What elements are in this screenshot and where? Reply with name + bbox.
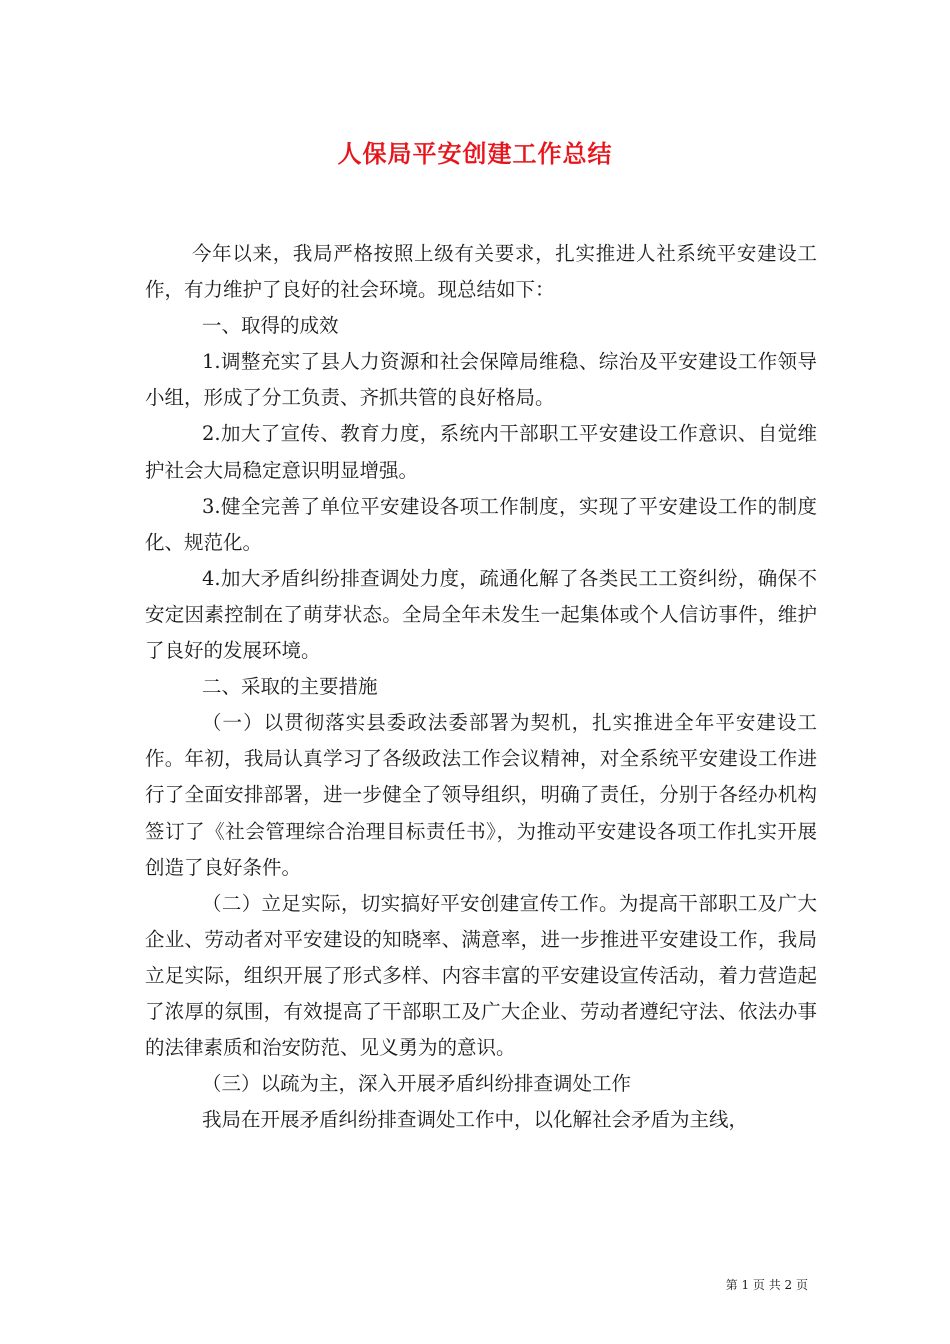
document-body — [145, 236, 817, 1138]
paragraph: 4.加大矛盾纠纷排查调处力度，疏通化解了各类民工工资纠纷，确保不安定因素控制在了萌芽状态。全局全年未发生一起集体或个人信访事件，维护了良好的发展环境。 — [145, 566, 817, 663]
page-number: 第 1 页 共 2 页 — [725, 1278, 808, 1292]
document-title: 人保局平安创建工作总结 — [337, 139, 613, 168]
section-heading: 一、取得的成效 — [202, 314, 339, 338]
paragraph: （三）以疏为主，深入开展矛盾纠纷排查调处工作 — [202, 1072, 632, 1096]
paragraph: 1.调整充实了县人力资源和社会保障局维稳、综治及平安建设工作领导小组，形成了分工负责、齐抓共管的良好格局。 — [145, 350, 817, 410]
paragraph: 3.健全完善了单位平安建设各项工作制度，实现了平安建设工作的制度化、规范化。 — [145, 494, 817, 554]
paragraph: 我局在开展矛盾纠纷排查调处工作中，以化解社会矛盾为主线， — [202, 1108, 749, 1132]
section-heading: 二、采取的主要措施 — [202, 675, 378, 699]
paragraph: 今年以来，我局严格按照上级有关要求，扎实推进人社系统平安建设工作，有力维护了良好的社会环境。现总结如下： — [145, 242, 817, 302]
paragraph: （一）以贯彻落实县委政法委部署为契机，扎实推进全年平安建设工作。年初，我局认真学习了各级政法工作会议精神，对全系统平安建设工作进行了全面安排部署，进一步健全了领导组织，明确了责任，分别于各经办机构签订了《社会管理综合治理目标责任书》，为推动平安建设各项工作扎实开展创造了良好条件。 — [145, 711, 817, 879]
paragraph: 2.加大了宣传、教育力度，系统内干部职工平安建设工作意识、自觉维护社会大局稳定意识明显增强。 — [145, 422, 817, 482]
paragraph: （二）立足实际，切实搞好平安创建宣传工作。为提高干部职工及广大企业、劳动者对平安建设的知晓率、满意率，进一步推进平安建设工作，我局立足实际，组织开展了形式多样、内容丰富的平安建设宣传活动，着力营造起了浓厚的氛围，有效提高了干部职工及广大企业、劳动者遵纪守法、依法办事的法律素质和治安防范、见义勇为的意识。 — [145, 891, 817, 1060]
